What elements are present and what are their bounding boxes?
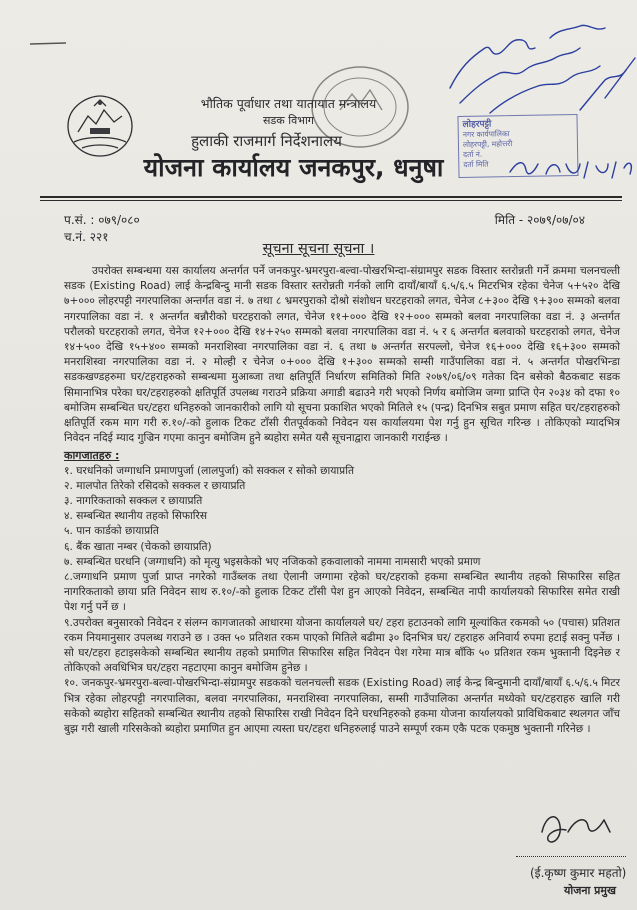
list-item: ५. पान कार्डको छायाप्रति — [64, 525, 159, 538]
directorate-name: हुलाकी राजमार्ग निर्देशनालय — [191, 132, 342, 150]
handwritten-date — [500, 150, 637, 186]
signature-icon — [532, 802, 622, 857]
ministry-name: भौतिक पूर्वाधार तथा यातायात मन्त्रालय — [200, 96, 377, 111]
signature-line — [516, 856, 626, 857]
list-item: १०. जनकपुर-भ्रमरपुरा-बल्वा-पोखरभिन्दा-संग्रामपुर सडकको चलनचल्ती सडक (Existing Road) लाई केन्द्र बिन्दुमानी दायाँ/बायाँ ६.५/६.५ मिटर भित्र रहेका लोहरपट्टी नगरपालिका, बलवा नगरपालिका, मनराशिस्वा नगरपालिका, सम्सी गाउँपालिका अन्तर्गत मध्येको घर/टहराहरु खालि गरी सकेको ब्यहोरा सहितको सम्बन्धित स्थानीय तहको सिफारिस राखी निवेदन दिने घरधनिहरुको हकमा योजना कार्यालयको प्राविधिकबाट स्थलगत जाँच बुझ गरी खाली गरिसकेको ब्यहोरा प्रमाणित हुन आएमा त्यस्ता घर/टहरा धनिहरुलाई पाउने सम्पूर्ण रकम एकै पटक एकमुष्ठ भुक्तानी गरिनेछ । — [64, 677, 620, 736]
notice-body — [64, 264, 620, 737]
list-item: २. मालपोत तिरेको रसिदको सक्कल र छायाप्रति — [64, 479, 246, 492]
list-item: ६. बैंक खाता नम्बर (चेकको छायाप्रति) — [64, 540, 212, 553]
signer-designation: योजना प्रमुख — [564, 884, 617, 897]
office-name: योजना कार्यालय जनकपुर, धनुषा — [143, 153, 444, 182]
documents-heading: कागजातहरु : — [64, 449, 120, 463]
stamp-line: दर्ता मिति — [463, 159, 489, 169]
notice-title: सूचना सूचना सूचना । — [262, 241, 375, 257]
list-item: ९.उपरोक्त बनुसारको निवेदन र संलग्न कागजातको आधारमा योजना कार्यालयले घर/ टहरा हटाउनको लागि मूल्यांकित रकमको ५० (पचास) प्रतिशत रकम नियमानुसार उपलब्ध गराउने छ । उक्त ५० प्रतिशत रकम पाएको मितिले बढीमा ३० दिनभित्र घर/ टहराहरु अनिवार्य रुपमा हटाई सक्नु पर्नेछ । सो घर/टहरा हटाइसकेको सम्बन्धित स्थानीय तहको प्रमाणित सिफारिस सहित निवेदन पेश गरेमा मात्र बाँकि ५० प्रतिशत रकम भुक्तानी दिइनेछ र तोकिएको अवधिभित्र घर/टहरा नहटाएमा कानुन बमोजिम हुनेछ । — [64, 616, 621, 675]
list-item: ४. सम्बन्धित स्थानीय तहको सिफारिस — [64, 510, 208, 523]
list-item: ७. सम्बन्धित घरधनि (जग्गाधनि) को मृत्यु भइसकेको भए नजिकको हकवालाको नाममा नामसारी भएको प्रमाण — [64, 555, 481, 568]
list-item: १. घरधनिको जग्गाधनि प्रमाणपुर्जा (लालपुर्जा) को सक्कल र सोको छायाप्रति — [64, 464, 354, 477]
signer-name: (ई.कृष्ण कुमार महतो) — [530, 866, 627, 880]
stamp-line: लोहरपट्टी, महोत्तरी — [462, 139, 513, 149]
stamp-line: लोहरपट्टी — [462, 119, 492, 130]
letter-reference-number: प.सं. : ०७९/०८० — [64, 213, 140, 227]
department-name: सडक विभाग — [262, 114, 314, 127]
margin-mark — [28, 40, 68, 48]
stamp-line: दर्ता नं. — [463, 149, 483, 159]
documents-list — [64, 464, 620, 738]
list-item: ३. नागरिकताको सक्कल र छायाप्रति — [64, 495, 203, 508]
header-rule-thin — [40, 200, 622, 201]
stamp-line: नगर कार्यपालिका — [462, 129, 510, 139]
list-item: ८.जग्गाधनि प्रमाण पुर्जा प्राप्त नगरेको गाउँब्लक तथा ऐलानी जग्गामा रहेको घर/टहराको हकमा सम्बन्धित स्थानीय तहको सिफारिस सहित नागरिकताको छाया प्रति निवेदन साथ रु.१०/-को हुलाक टिकट टाँसी पेश हुन आएको निवेदन, सम्बन्धित नापी कार्यालयको सिफारिस समेत राखी पेश गर्नु पर्ने छ । — [64, 571, 620, 614]
body-paragraph: उपरोक्त सम्बन्धमा यस कार्यालय अन्तर्गत पर्ने जनकपुर-भ्रमरपुरा-बल्वा-पोखरभिन्दा-संग्रामपुर सडक विस्तार स्तरोन्नती गर्ने क्रममा चलनचल्ती सडक (Existing Road) लाई केन्द्रबिन्दु मानी सडक विस्तार स्तरोन्नती गर्नको लागि दायाँ/बायाँ ६.५/६.५ मिटरभित्र रहेका चेनेज ५+५२० देखि ७+००० लोहरपट्टी नगरपालिका अन्तर्गत वडा नं. ७ तथा ८ भ्रमरपुराको दोश्रो संशोधन घरटहराको लगत, चेनेज ८+३०० देखि ९+३०० सम्मको बलवा नगरपालिका वडा नं. १ अन्तर्गत बन्नौरीको घरटहराको लगत, चेनेज ११+००० देखि १२+००० सम्मको बलवा नगरपालिका वडा नं. ३ अन्तर्गत परौलको घरटहराको लगत, चेनेज १२+००० देखि १४+२५० सम्मको बलवा नगरपालिका वडा नं. ५ र ६ अन्तर्गत बलवाको घरटहराको लगत, चेनेज १४+५०० देखि १५+४०० सम्मको मनराशिस्वा नगरपालिका वडा नं. ६ तथा ७ अन्तर्गत सरपल्लो, चेनेज १६+००० देखि १६+३०० सम्मको मनराशिस्वा नगरपालिका वडा नं. २ मोल्ही र चेनेज ०+००० देखि १+३०० सम्मको सम्सी गाउँपालिका वडा नं. ५ अन्तर्गत पोखरभिन्डा सडकखण्डहरुमा घर/टहराहरुको सम्बन्धमा मुआब्जा तथा क्षतिपूर्ति निर्धारण समितिको मिति २०७९/०६/०९ गतेका दिन बसेको बैठकबाट सडक सिमानाभित्र परेका घर/टहराहरुको क्षतिपूर्ति उपलब्ध गराउने प्रक्रिया अगाडी बढाउने गरी भएको निर्णय बमोजिम जग्गा प्राप्ति ऐन २०३४ को दफा १० बमोजिम सम्बन्धित घर/टहरा धनिहरुको जानकारीको लागि यो सूचना प्रकाशित भएको मितिले १५ (पन्द्र) दिनभित्र सबुत प्रमाण सहित घर/टहराहरुको क्षतिपूर्ति रकम माग गरी रु.१०/-को हुलाक टिकट टाँसी रीतपूर्वकको निवेदन यस कार्यालयमा पेश गर्नु हुन सूचित गरिन्छ । तोकिएको म्यादभित्र निवेदन नदिई म्याद गुज्रिन गएमा कानुन बमोजिम हुने ब्यहोरा समेत यसै सूचनाद्वारा जानकारी गराईन्छ । — [64, 265, 620, 445]
letter-date: मिति - २०७९/०७/०४ — [494, 213, 585, 227]
dispatch-number: च.नं. २२१ — [64, 230, 109, 244]
header-rule — [40, 196, 622, 198]
